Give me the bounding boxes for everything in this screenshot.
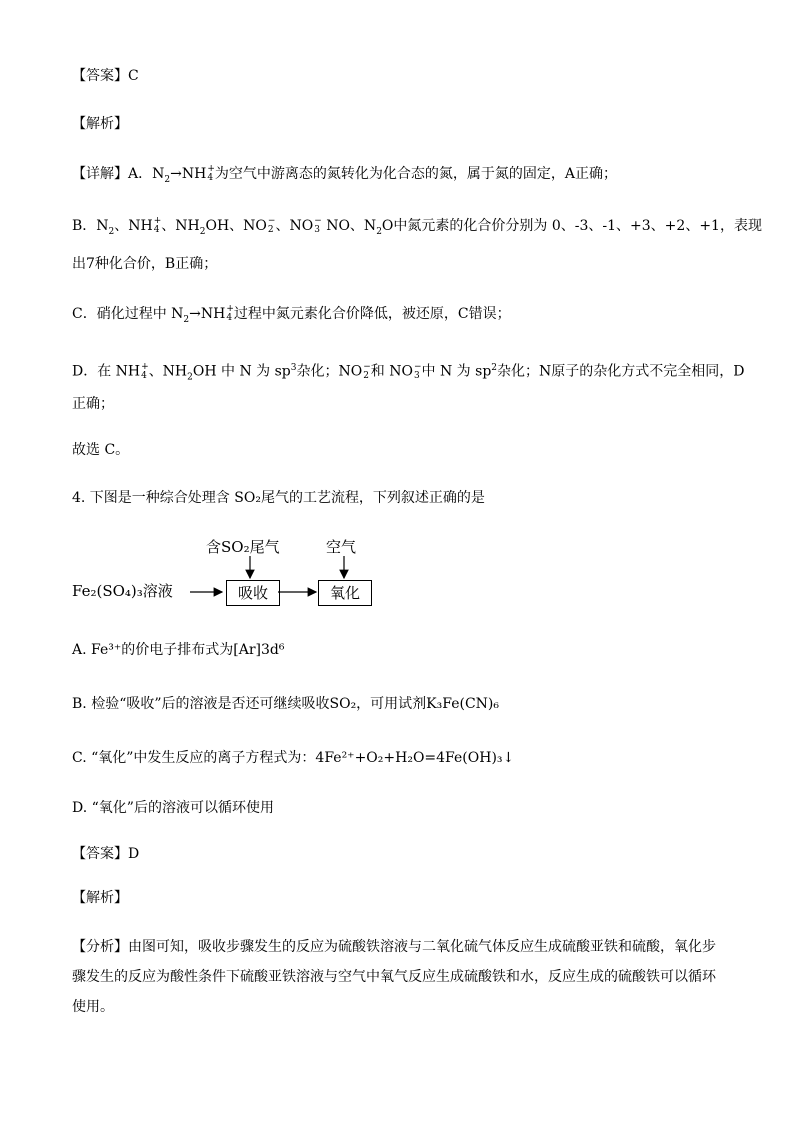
q3-analysis-tag: 【解析】 [72, 116, 128, 132]
process-flow-diagram [72, 532, 432, 612]
opt-b-mid: 中氮元素的化合价分别为 0、-3、-1、+3、+2、+1，表现 [393, 218, 762, 234]
q3-answer [72, 66, 139, 86]
opt-d-mid3: 杂化；NO [296, 363, 363, 380]
opt-b-pre: B．N [72, 218, 109, 234]
answer-tag: 【答案】 [72, 846, 128, 862]
q4-analysis: 【分析】由图可知，吸收步骤发生的反应为硫酸铁溶液与二氧化硫气体反应生成硫酸亚铁和硫酸，氧化步骤发生的反应为酸性条件下硫酸亚铁溶液与空气中氧气反应生成硫酸铁和水，反应生成的硫酸铁可以循环使用。 [72, 939, 716, 1015]
opt-c-post: 过程中氮元素化合价降低，被还原，C错误； [233, 306, 511, 322]
absorb-box: 吸收 [226, 580, 280, 606]
q4-stem: 4. 下图是一种综合处理含 SO₂尾气的工艺流程，下列叙述正确的是 [72, 490, 485, 506]
q3-detail-a: 【详解】A．$N_2\to NH$ + 4 为空气中游离态的氮转化为化合态的氮，属于氮的固定，A正确； [72, 164, 617, 185]
q4-option-a: A. Fe³⁺的价电子排布式为[Ar]3d⁶ [72, 642, 285, 658]
q3-detail-d-line2: 正确； [72, 396, 114, 412]
opt-d-mid2: OH 中 N 为 sp [192, 363, 291, 380]
q3-conclusion: 故选 C。 [72, 442, 130, 458]
opt-d-mid1: 、NH [148, 363, 188, 380]
q4-option-c: C. “氧化”中发生反应的离子方程式为：4Fe²⁺+O₂+H₂O=4Fe(OH)₃↓ [72, 750, 515, 766]
gas-input-label: 含SO₂尾气 [206, 538, 280, 556]
opt-d-mid4: 和 NO [370, 363, 413, 380]
answer-value: D [128, 846, 140, 862]
detail-tag: 【详解】 [72, 166, 128, 182]
q3-detail-d: D．在 NH + 4 、$NH_2OH$ 中 N 为 $sp^3$杂化；NO − 2 和 NO − 3 中 N 为 $sp^2$杂化；N原子的杂化方式不完全相同，D [72, 361, 745, 383]
q3-detail-c: C．硝化过程中 $N_2\to NH$ + 4 过程中氮元素化合价降低，被还原，C错误； [72, 304, 511, 325]
input-solution-label: Fe₂(SO₄)₃溶液 [72, 582, 173, 600]
opt-a-post: 为空气中游离态的氮转化为化合态的氮，属于氮的固定，A正确； [214, 166, 617, 182]
opt-d-post: 杂化；N原子的杂化方式不完全相同，D [497, 363, 745, 380]
opt-d-mid5: 中 N 为 sp [421, 363, 492, 380]
air-input-label: 空气 [326, 538, 357, 556]
opt-a-pre: A．N [128, 166, 165, 182]
q3-detail-b-line2: 出7种化合价，B正确； [72, 256, 218, 272]
q3-detail-b: B．$N_2$、NH + 4 、$NH_2OH$、NO − 2 、NO − 3 NO、$N_2O$中氮元素的化合价分别为 0、-3、-1、+3、+2、+1，表现 [72, 216, 762, 237]
answer-value: C [128, 68, 139, 84]
q4-option-b: B. 检验“吸收”后的溶液是否还可继续吸收SO₂，可用试剂K₃Fe(CN)₆ [72, 696, 499, 712]
q4-option-d: D. “氧化”后的溶液可以循环使用 [72, 800, 274, 816]
opt-d-pre: D．在 NH [72, 363, 141, 380]
answer-tag: 【答案】 [72, 68, 128, 84]
opt-c-pre: C．硝化过程中 N [72, 306, 184, 322]
q4-answer [72, 844, 139, 864]
oxidize-box: 氧化 [318, 580, 372, 606]
q4-analysis-tag: 【解析】 [72, 890, 128, 906]
